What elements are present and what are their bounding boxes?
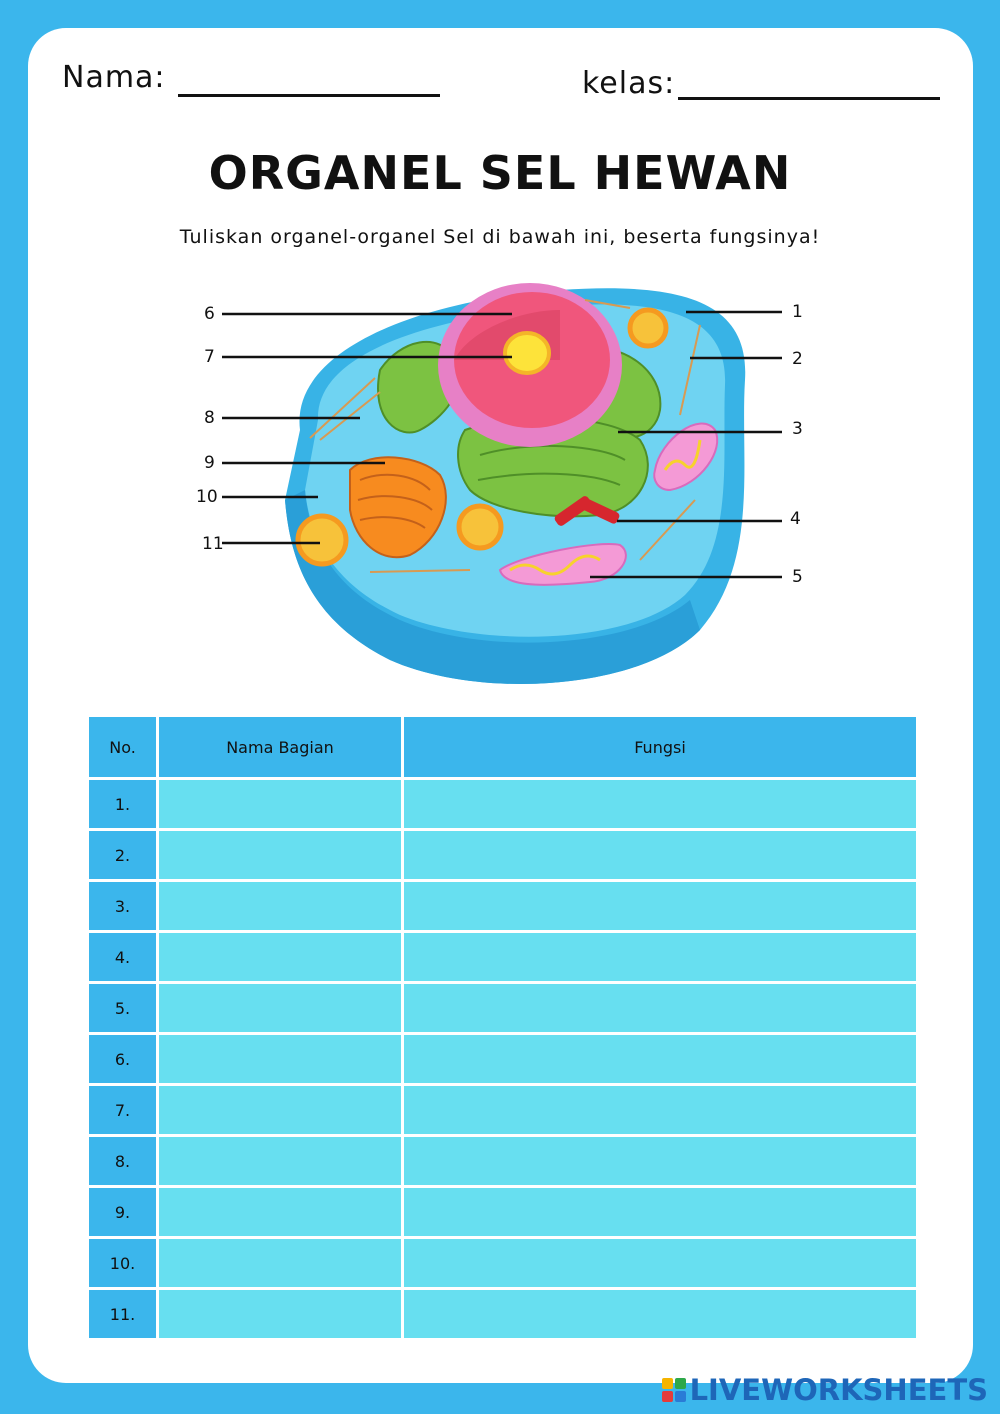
instruction-text: Tuliskan organel-organel Sel di bawah ini, beserta fungsinya! xyxy=(179,226,821,248)
nama-bagian-input[interactable] xyxy=(158,1136,403,1187)
row-number: 5. xyxy=(88,983,158,1034)
table-row xyxy=(88,1136,918,1187)
nucleus xyxy=(438,283,622,447)
nama-bagian-input[interactable] xyxy=(158,932,403,983)
table-row xyxy=(88,830,918,881)
table-row xyxy=(88,779,918,830)
table-row xyxy=(88,1238,918,1289)
row-number: 1. xyxy=(88,779,158,830)
name-label: Nama: xyxy=(62,60,166,95)
diagram-label-10: 10 xyxy=(196,487,218,507)
class-label: kelas: xyxy=(582,66,676,101)
fungsi-input[interactable] xyxy=(403,983,918,1034)
table-row xyxy=(88,983,918,1034)
fungsi-input[interactable] xyxy=(403,830,918,881)
row-number: 6. xyxy=(88,1034,158,1085)
fungsi-input[interactable] xyxy=(403,1136,918,1187)
diagram-label-6: 6 xyxy=(204,304,215,324)
table-row xyxy=(88,932,918,983)
diagram-label-11: 11 xyxy=(202,534,224,554)
table-row xyxy=(88,1187,918,1238)
fungsi-input[interactable] xyxy=(403,932,918,983)
diagram-label-5: 5 xyxy=(792,567,803,587)
table-row xyxy=(88,1034,918,1085)
header-fungsi: Fungsi xyxy=(403,716,918,779)
fungsi-input[interactable] xyxy=(403,1187,918,1238)
diagram-label-1: 1 xyxy=(792,302,803,322)
row-number: 4. xyxy=(88,932,158,983)
diagram-label-8: 8 xyxy=(204,408,215,428)
nama-bagian-input[interactable] xyxy=(158,1187,403,1238)
row-number: 11. xyxy=(88,1289,158,1340)
table-row xyxy=(88,1085,918,1136)
header-no: No. xyxy=(88,716,158,779)
nama-bagian-input[interactable] xyxy=(158,1289,403,1340)
name-field[interactable] xyxy=(178,94,440,97)
diagram-label-7: 7 xyxy=(204,347,215,367)
table-row xyxy=(88,1289,918,1340)
animal-cell-diagram xyxy=(0,280,1000,700)
liveworksheets-logo-icon xyxy=(662,1378,686,1402)
fungsi-input[interactable] xyxy=(403,779,918,830)
nama-bagian-input[interactable] xyxy=(158,779,403,830)
liveworksheets-logo[interactable] xyxy=(662,1373,988,1407)
fungsi-input[interactable] xyxy=(403,1289,918,1340)
row-number: 7. xyxy=(88,1085,158,1136)
nama-bagian-input[interactable] xyxy=(158,1034,403,1085)
diagram-label-3: 3 xyxy=(792,419,803,439)
nama-bagian-input[interactable] xyxy=(158,1085,403,1136)
nama-bagian-input[interactable] xyxy=(158,1238,403,1289)
page-title: ORGANEL SEL HEWAN xyxy=(208,146,792,200)
fungsi-input[interactable] xyxy=(403,881,918,932)
table-row xyxy=(88,881,918,932)
diagram-label-4: 4 xyxy=(790,509,801,529)
class-field[interactable] xyxy=(678,97,940,100)
table-header-row xyxy=(88,716,918,779)
row-number: 10. xyxy=(88,1238,158,1289)
diagram-label-9: 9 xyxy=(204,453,215,473)
row-number: 2. xyxy=(88,830,158,881)
row-number: 8. xyxy=(88,1136,158,1187)
fungsi-input[interactable] xyxy=(403,1034,918,1085)
row-number: 9. xyxy=(88,1187,158,1238)
answer-table xyxy=(86,714,919,1341)
header-nama-bagian: Nama Bagian xyxy=(158,716,403,779)
fungsi-input[interactable] xyxy=(403,1085,918,1136)
fungsi-input[interactable] xyxy=(403,1238,918,1289)
nama-bagian-input[interactable] xyxy=(158,830,403,881)
nama-bagian-input[interactable] xyxy=(158,881,403,932)
row-number: 3. xyxy=(88,881,158,932)
diagram-label-2: 2 xyxy=(792,349,803,369)
brand-name: LIVEWORKSHEETS xyxy=(689,1373,988,1407)
nama-bagian-input[interactable] xyxy=(158,983,403,1034)
